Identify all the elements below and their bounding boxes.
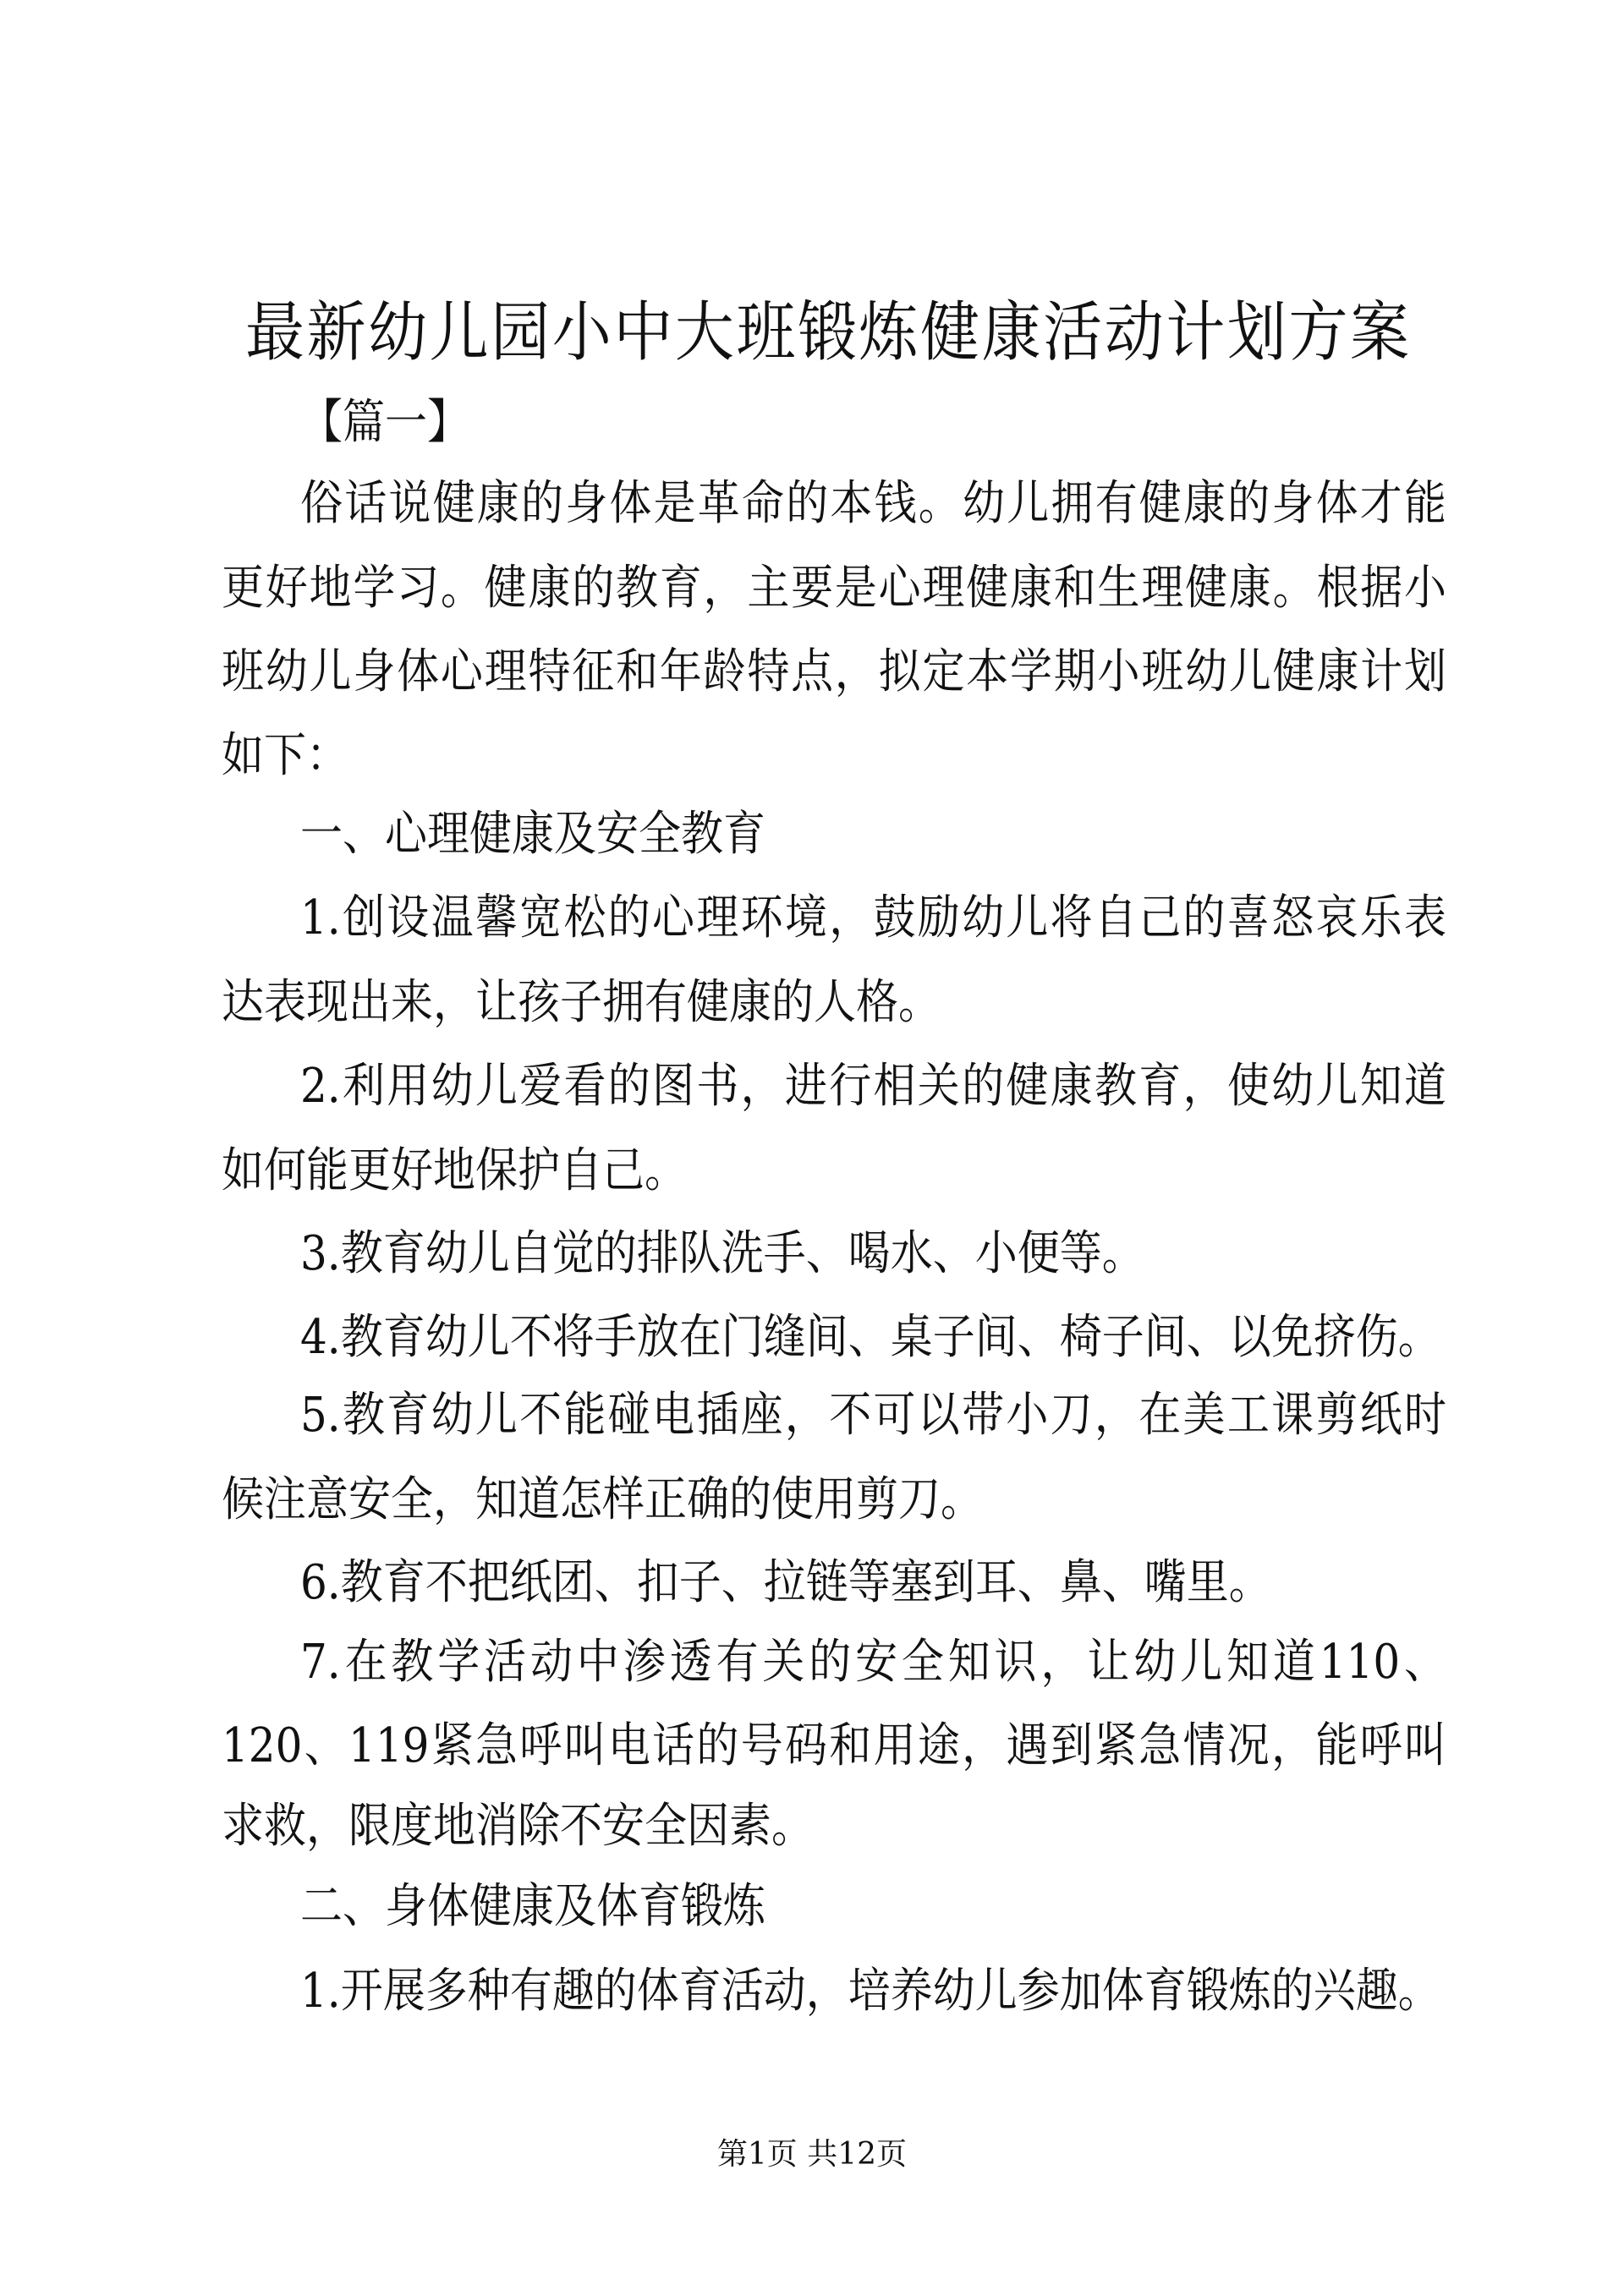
- document-title: 最新幼儿园小中大班锻炼健康活动计划方案: [245, 293, 1409, 371]
- paragraph-line: 如何能更好地保护自己。: [222, 1143, 687, 1198]
- paragraph-line: 6.教育不把纸团、扣子、拉链等塞到耳、鼻、嘴里。: [300, 1554, 1271, 1610]
- paragraph-line: 120、119紧急呼叫电话的号码和用途，遇到紧急情况，能呼叫: [222, 1718, 1446, 1773]
- paragraph-line: 1.创设温馨宽松的心理环境，鼓励幼儿将自己的喜怒哀乐表: [300, 890, 1446, 945]
- paragraph-line: 班幼儿身体心理特征和年龄特点，拟定本学期小班幼儿健康计划: [222, 644, 1446, 699]
- paragraph-line: 达表现出来，让孩子拥有健康的人格。: [222, 974, 941, 1030]
- paragraph-line: 7.在教学活动中渗透有关的安全知识，让幼儿知道110、: [300, 1634, 1446, 1690]
- paragraph-line: 更好地学习。健康的教育，主要是心理健康和生理健康。根据小: [222, 560, 1446, 616]
- section-label: 【篇一】: [300, 394, 469, 450]
- paragraph-line: 候注意安全，知道怎样正确的使用剪刀。: [222, 1471, 983, 1527]
- paragraph-line: 二、身体健康及体育锻炼: [300, 1878, 765, 1934]
- paragraph-line: 5.教育幼儿不能碰电插座，不可以带小刀，在美工课剪纸时: [300, 1387, 1446, 1443]
- paragraph-line: 求救，限度地消除不安全因素。: [222, 1798, 814, 1854]
- paragraph-line: 俗话说健康的身体是革命的本钱。幼儿拥有健康的身体才能: [300, 475, 1446, 531]
- page-footer: 第1页 共12页: [716, 2137, 908, 2172]
- paragraph-line: 4.教育幼儿不将手放在门缝间、桌子间、椅子间、以免挤伤。: [300, 1309, 1440, 1365]
- paragraph-line: 2.利用幼儿爱看的图书，进行相关的健康教育，使幼儿知道: [300, 1058, 1446, 1114]
- paragraph-line: 1.开展多种有趣的体育活动，培养幼儿参加体育锻炼的兴趣。: [300, 1963, 1440, 2019]
- paragraph-line: 3.教育幼儿自觉的排队洗手、喝水、小便等。: [300, 1225, 1144, 1281]
- paragraph-line: 如下：: [222, 727, 348, 783]
- paragraph-line: 一、心理健康及安全教育: [300, 806, 765, 862]
